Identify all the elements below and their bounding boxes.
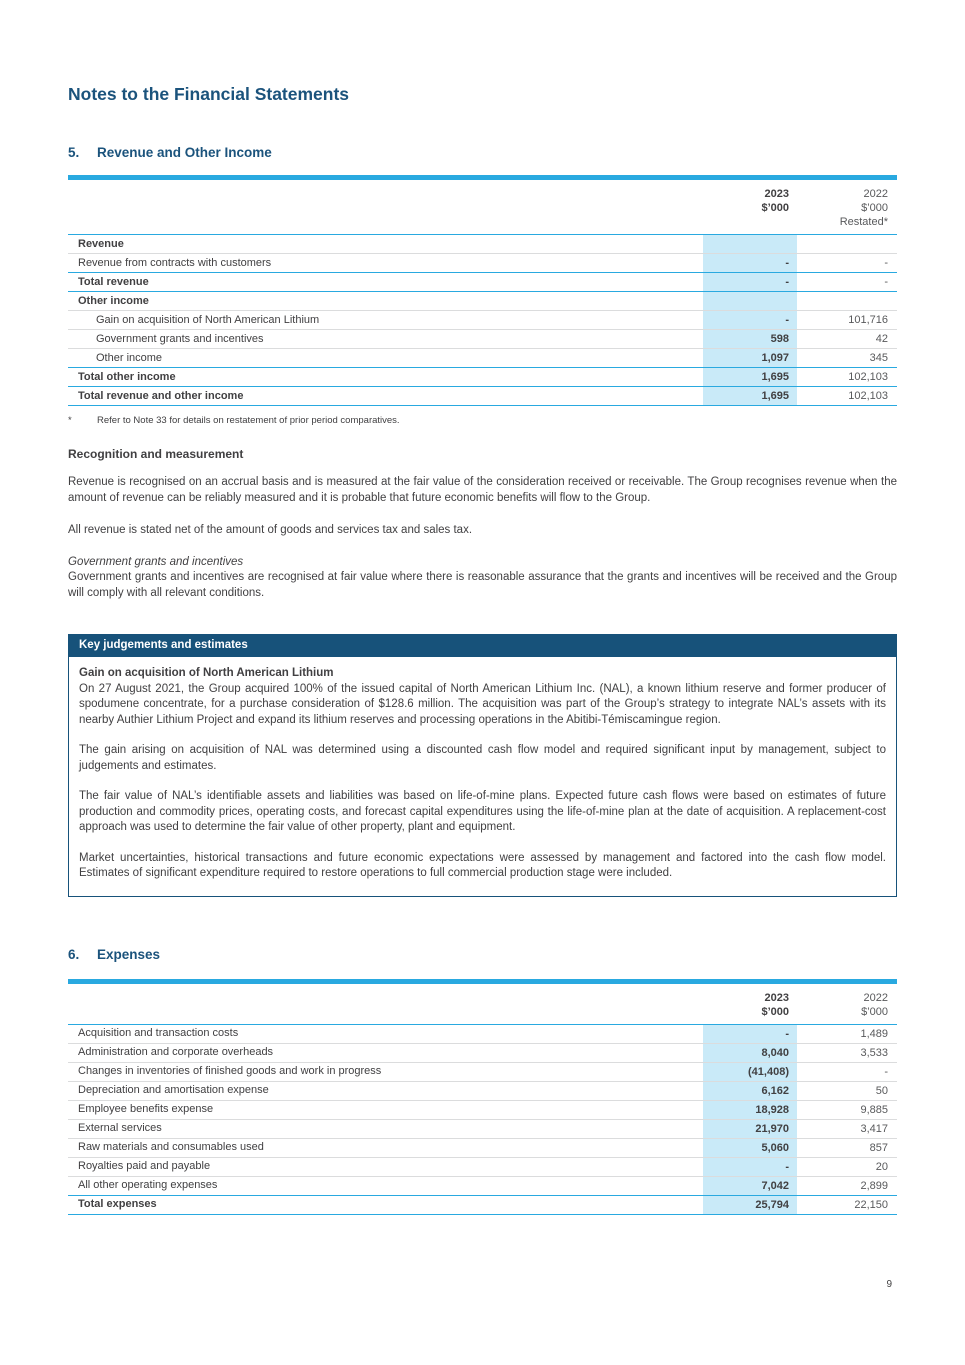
table-row-total	[68, 273, 897, 292]
table-footnote	[68, 415, 897, 426]
value-2023: 8,040	[703, 1044, 797, 1062]
key-judgements-body	[69, 657, 896, 896]
expenses-table-header	[68, 984, 897, 1025]
table-row	[68, 1025, 897, 1044]
value-2022: 42	[875, 333, 888, 345]
table-row	[68, 1139, 897, 1158]
table-row	[68, 349, 897, 368]
value-2023: 1,097	[703, 349, 797, 367]
value-2023: 1,695	[703, 387, 797, 405]
value-2022: 857	[869, 1141, 888, 1154]
row-label: Raw materials and consumables used	[78, 1141, 264, 1153]
unit-2022-label: $’000	[861, 1005, 888, 1018]
value-2022: 22,150	[854, 1198, 888, 1211]
key-box-paragraph-3: The fair value of NAL’s identifiable assets and liabilities was based on life-of-mine plans. Expected future cash flows were based on estimates of future production and commodity prices, operating costs, and forecast capital expenditures using the life-of-mine plan at the date of acquisition. A replacement-cost approach was used to determine the fair value of other property, plant and equipment.	[79, 790, 886, 833]
table-row	[68, 1158, 897, 1177]
value-2022	[797, 292, 897, 310]
table-row	[68, 330, 897, 349]
value-2022: 50	[875, 1084, 888, 1097]
table-row	[68, 1044, 897, 1063]
row-label: Government grants and incentives	[96, 332, 264, 345]
column-header-2023	[703, 991, 797, 1019]
key-box-paragraph-4: Market uncertainties, historical transactions and future economic expectations were assessed by management and factored into the cash flow model. Estimates of significant expenditure required to restore operations to full commercial production stage were included.	[79, 851, 886, 879]
unit-2022-label: $’000	[861, 202, 888, 214]
row-label: Total expenses	[78, 1198, 157, 1210]
column-header-2023	[703, 187, 797, 229]
recognition-paragraph-2: All revenue is stated net of the amount of goods and services tax and sales tax.	[68, 524, 473, 536]
table-row-total	[68, 1196, 897, 1215]
value-2023: -	[703, 273, 797, 291]
value-2023: -	[703, 254, 797, 272]
table-row	[68, 235, 897, 254]
key-judgements-box	[68, 634, 897, 897]
section-5-heading	[68, 145, 897, 160]
year-2023-label: 2023	[764, 188, 789, 200]
page-content	[68, 0, 897, 1290]
page-number: 9	[886, 1278, 892, 1290]
row-label: Total revenue and other income	[78, 389, 244, 402]
year-2023-label: 2023	[764, 991, 789, 1004]
table-row	[68, 254, 897, 273]
expenses-table	[68, 979, 897, 1215]
section-5-title: Revenue and Other Income	[97, 145, 272, 160]
row-label: Employee benefits expense	[78, 1103, 214, 1115]
column-header-2022	[797, 991, 897, 1019]
row-label: Royalties paid and payable	[78, 1160, 211, 1172]
value-2022: 3,417	[860, 1122, 888, 1135]
paragraph-gap	[79, 774, 886, 789]
row-label: Revenue from contracts with customers	[78, 256, 272, 269]
table-row	[68, 1063, 897, 1082]
row-label: Depreciation and amortisation expense	[78, 1084, 269, 1096]
value-2022: 2,899	[860, 1179, 888, 1192]
row-label: Total revenue	[78, 275, 149, 288]
value-2023: 7,042	[703, 1177, 797, 1195]
recognition-heading: Recognition and measurement	[68, 447, 244, 461]
row-label: Other income	[78, 294, 149, 307]
table-row-total	[68, 387, 897, 406]
value-2023: 21,970	[703, 1120, 797, 1138]
value-2023: 25,794	[703, 1196, 797, 1214]
row-label: Gain on acquisition of North American Lithium	[96, 313, 320, 326]
revenue-table	[68, 175, 897, 406]
unit-2023-label: $’000	[761, 1005, 789, 1018]
value-2023: (41,408)	[703, 1063, 797, 1081]
row-label: External services	[78, 1122, 162, 1134]
row-label: Revenue	[78, 237, 124, 250]
recognition-paragraph-1: Revenue is recognised on an accrual basis and is measured at the fair value of the consideration received or receivable. The Group recognises revenue when the amount of revenue can be reliably measured and it is probable that future economic benefits will flow to the Group.	[68, 476, 897, 504]
value-2023: -	[703, 1025, 797, 1043]
grants-subheading: Government grants and incentives	[68, 555, 244, 568]
value-2022: 1,489	[860, 1027, 888, 1040]
row-label: All other operating expenses	[78, 1179, 218, 1191]
table-row	[68, 1101, 897, 1120]
table-row	[68, 1120, 897, 1139]
grants-paragraph: Government grants and incentives are recognised at fair value where there is reasonable assurance that the grants and incentives will be received and the Group will comply with all relevant conditions.	[68, 571, 897, 599]
year-2022-label: 2022	[863, 188, 888, 200]
value-2023	[703, 235, 797, 253]
value-2023: 6,162	[703, 1082, 797, 1100]
table-row	[68, 1082, 897, 1101]
value-2022: 345	[869, 352, 888, 364]
footnote-marker: *	[68, 415, 72, 426]
table-row	[68, 1177, 897, 1196]
key-box-subheading: Gain on acquisition of North American Lithium	[79, 667, 334, 679]
section-6-title: Expenses	[97, 946, 161, 962]
value-2022: 101,716	[848, 314, 888, 326]
value-2022: 102,103	[848, 390, 888, 402]
row-label: Changes in inventories of finished goods and work in progress	[78, 1065, 382, 1077]
row-label: Total other income	[78, 370, 176, 383]
value-2022: -	[884, 257, 888, 269]
paragraph-gap	[79, 836, 886, 851]
header-spacer	[68, 187, 703, 229]
section-6-heading	[68, 947, 897, 962]
value-2022: 102,103	[848, 371, 888, 383]
row-label: Acquisition and transaction costs	[78, 1027, 239, 1039]
row-label: Other income	[96, 351, 163, 364]
key-judgements-header: Key judgements and estimates	[69, 635, 896, 657]
row-label: Administration and corporate overheads	[78, 1046, 274, 1058]
value-2023: -	[703, 311, 797, 329]
section-6-number: 6.	[68, 946, 80, 962]
value-2022: 20	[875, 1160, 888, 1173]
value-2022: -	[884, 276, 888, 288]
revenue-table-header	[68, 180, 897, 235]
restated-label: Restated*	[839, 216, 888, 228]
section-5-number: 5.	[68, 145, 80, 160]
value-2023: 18,928	[703, 1101, 797, 1119]
value-2022: 3,533	[860, 1046, 888, 1059]
table-row	[68, 292, 897, 311]
document-title: Notes to the Financial Statements	[68, 84, 350, 104]
value-2023	[703, 292, 797, 310]
value-2023: 598	[703, 330, 797, 348]
value-2022	[797, 235, 897, 253]
footnote-text: Refer to Note 33 for details on restatement of prior period comparatives.	[97, 415, 400, 426]
column-header-2022	[797, 187, 897, 229]
key-box-paragraph-1: On 27 August 2021, the Group acquired 100% of the issued capital of North American Lithium Inc. (NAL), a known lithium reserve and former producer of spodumene concentrate, for a purchase consideration of $128.6 million. The acquisition was part of the Group’s strategy to integrate NAL’s assets with its nearby Authier Lithium Project and expand its lithium reserves and processing operations in the Abitibi-Témiscamingue region.	[79, 682, 886, 726]
paragraph-gap	[79, 728, 886, 743]
year-2022-label: 2022	[863, 991, 888, 1004]
header-spacer	[68, 991, 703, 1019]
value-2023: 5,060	[703, 1139, 797, 1157]
value-2023: 1,695	[703, 368, 797, 386]
key-box-paragraph-2: The gain arising on acquisition of NAL was determined using a discounted cash flow model and required significant input by management, subject to judgements and estimates.	[79, 744, 886, 772]
value-2022: -	[884, 1065, 888, 1078]
table-row-total	[68, 368, 897, 387]
table-row	[68, 311, 897, 330]
value-2022: 9,885	[860, 1103, 888, 1116]
unit-2023-label: $’000	[761, 202, 789, 214]
value-2023: -	[703, 1158, 797, 1176]
